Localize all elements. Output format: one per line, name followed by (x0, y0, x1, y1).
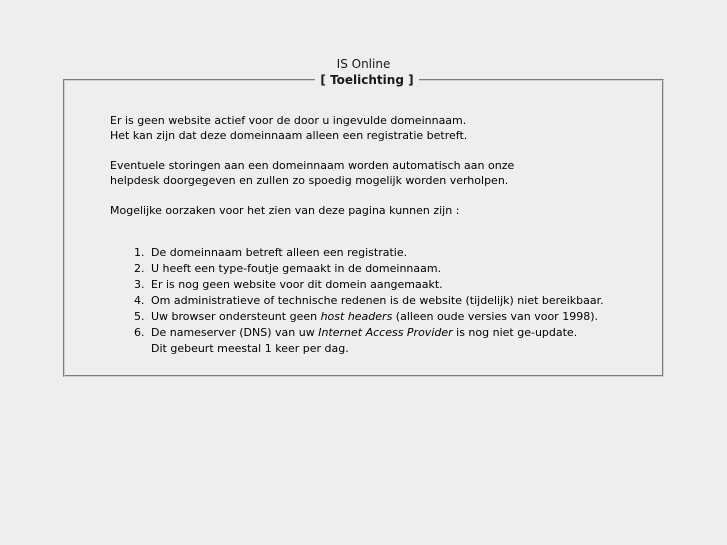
list-item-text: U heeft een type-foutje gemaakt in de domeinnaam. (151, 262, 442, 275)
reasons-list (110, 245, 624, 357)
page-title: IS Online (336, 57, 391, 71)
paragraph-storingen (110, 158, 624, 188)
list-item-text: (alleen oude versies van voor 1998). (392, 310, 598, 323)
list-item (148, 261, 624, 277)
content-wrapper (63, 0, 664, 377)
list-item-text: Om administratieve of technische redenen is de website (tijdelijk) niet bereikbaar. (151, 294, 604, 307)
list-item (148, 245, 624, 261)
text-line: Er is geen website actief voor de door u ingevulde domeinnaam. (110, 114, 467, 127)
text-line: helpdesk doorgegeven en zullen zo spoedig mogelijk worden verholpen. (110, 174, 509, 187)
list-item (148, 309, 624, 325)
list-item-text: Uw browser ondersteunt geen (151, 310, 321, 323)
list-item-text: De nameserver (DNS) van uw (151, 326, 319, 339)
paragraph-oorzaken-intro (110, 203, 624, 218)
list-item-emphasis: Internet Access Provider (318, 326, 453, 339)
text-line: Het kan zijn dat deze domeinnaam alleen een registratie betreft. (110, 129, 468, 142)
list-item (148, 293, 624, 309)
list-item-second-line: Dit gebeurt meestal 1 keer per dag. (151, 342, 349, 355)
toelichting-box (63, 73, 664, 377)
list-item-emphasis: host headers (320, 310, 393, 323)
list-item-text: Er is nog geen website voor dit domein aangemaakt. (151, 278, 443, 291)
toelichting-legend: [ Toelichting ] (320, 73, 414, 87)
text-line: Eventuele storingen aan een domeinnaam worden automatisch aan onze (110, 159, 515, 172)
list-item-text: De domeinnaam betreft alleen een registratie. (151, 246, 408, 259)
text-line: Mogelijke oorzaken voor het zien van deze pagina kunnen zijn : (110, 204, 460, 217)
paragraph-no-website (110, 113, 624, 143)
list-item (148, 325, 624, 357)
list-item-text: is nog niet ge-update. (452, 326, 578, 339)
list-item (148, 277, 624, 293)
